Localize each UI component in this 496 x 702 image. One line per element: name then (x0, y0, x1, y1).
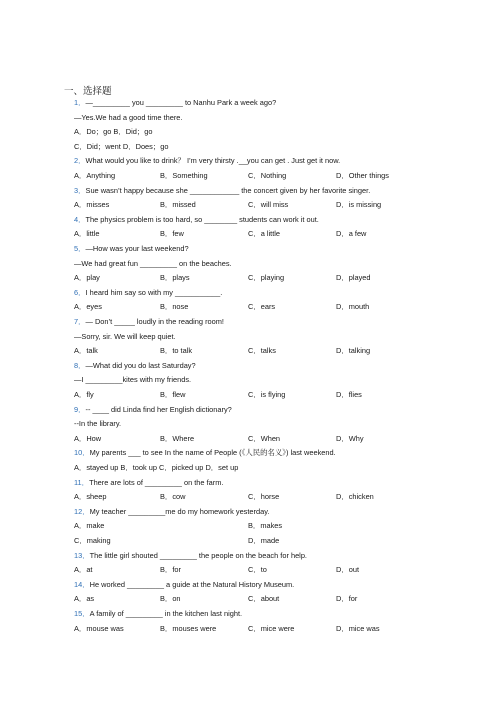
answer-option: B．on (160, 594, 181, 604)
answer-option: C．mice were (248, 623, 295, 633)
question-stem (74, 98, 276, 108)
question-stem (74, 288, 222, 298)
answer-option: B．mouses were (160, 623, 217, 633)
question-text: -- ____ did Linda find her English dictionary? (85, 404, 232, 414)
question-stem (74, 507, 269, 517)
question-stem (74, 317, 224, 327)
answer-option: D．made (248, 536, 280, 545)
section-title: 一、选择题 (64, 86, 112, 97)
answer-option: A．misses (74, 200, 110, 210)
question-number: 14． (74, 579, 90, 589)
answer-option: D．Other things (336, 171, 389, 180)
question-stem (74, 609, 242, 619)
answer-option: A．How (74, 433, 102, 443)
answer-option: B．cow (160, 492, 186, 502)
answer-option: A．sheep (74, 492, 107, 502)
dialogue-line: --In the library. (74, 419, 122, 429)
answer-option: A．play (74, 273, 100, 283)
answer-option: B．flew (160, 390, 186, 399)
answer-option: C．playing (248, 273, 285, 283)
question-text: My parents ___ to see In the name of People (《人民的名义》) last weekend. (89, 448, 336, 458)
answer-option: A．little (74, 229, 100, 239)
question-number: 11． (74, 477, 90, 487)
answer-option: D．is missing (336, 200, 382, 210)
answer-option: C．a little (248, 229, 281, 239)
question-stem (74, 215, 319, 225)
answer-option: D．mouth (336, 302, 370, 312)
dialogue-line: —I _________kites with my friends. (74, 375, 192, 385)
question-text: The little girl shouted _________ the people on the beach for help. (89, 550, 307, 560)
answer-option: B．Where (160, 433, 195, 443)
answer-option: A．at (74, 565, 93, 575)
answer-option: B．nose (160, 302, 189, 312)
question-number: 1． (74, 98, 86, 107)
answer-option: A．as (74, 594, 95, 604)
dialogue-line: —Sorry, sir. We will keep quiet. (74, 331, 176, 341)
question-number: 2． (74, 156, 86, 166)
question-stem (74, 244, 189, 254)
question-stem (74, 361, 196, 371)
answer-option: D．mice was (336, 623, 380, 633)
answer-option: B．few (160, 229, 184, 239)
question-stem (74, 448, 336, 458)
answer-option: C．making (74, 536, 111, 545)
question-number: 3． (74, 185, 86, 195)
question-number: 4． (74, 214, 86, 224)
answer-option: C．talks (248, 346, 276, 356)
question-text: There are lots of _________ on the farm. (89, 477, 224, 487)
answer-option: C．When (248, 433, 281, 443)
question-text: The physics problem is too hard, so ________ students can work it out. (85, 214, 319, 224)
question-text: —How was your last weekend? (85, 244, 189, 253)
question-number: 9． (74, 404, 86, 414)
question-stem (74, 186, 370, 196)
question-stem (74, 156, 340, 166)
answer-option: C．about (248, 594, 280, 604)
question-number: 10． (74, 448, 90, 458)
answer-option: A．talk (74, 346, 98, 356)
answer-option: B．missed (160, 200, 196, 210)
answer-option: B．makes (248, 521, 283, 531)
answer-option: D．a few (336, 229, 367, 239)
answer-option: A．fly (74, 390, 94, 399)
answer-option: A．eyes (74, 302, 102, 312)
answer-option: A．mouse was (74, 623, 124, 633)
question-text: My teacher _________me do my homework yesterday. (89, 506, 270, 516)
question-text: Sue wasn’t happy because she ____________ the concert given by her favorite singer. (85, 185, 371, 195)
answer-option: D．Why (336, 433, 364, 443)
answer-option: C．horse (248, 492, 280, 502)
answer-option: C．to (248, 565, 267, 575)
dialogue-line: —We had great fun _________ on the beaches. (74, 258, 232, 268)
question-number: 15． (74, 609, 90, 618)
dialogue-line: —Yes.We had a good time there. (74, 112, 183, 122)
answer-option: D．played (336, 273, 371, 283)
question-number: 13． (74, 550, 90, 560)
answer-option: D．for (336, 594, 358, 604)
question-stem (74, 405, 232, 415)
question-text: —_________ you _________ to Nanhu Park a week ago? (85, 98, 277, 107)
answer-option: A．make (74, 521, 105, 531)
answer-option: B．plays (160, 273, 190, 283)
question-number: 5． (74, 244, 86, 253)
answer-option: C．ears (248, 302, 276, 312)
question-text: — Don’t _____ loudly in the reading room! (85, 317, 224, 326)
answer-option: A．Anything (74, 171, 116, 180)
answer-option: B．Something (160, 171, 208, 180)
question-text: What would you like to drink？ I’m very thirsty .__you can get . Just get it now. (85, 156, 341, 166)
answer-options-line: A．Do；go B．Did；go (74, 127, 153, 137)
question-number: 6． (74, 287, 86, 297)
answer-option: D．chicken (336, 492, 374, 502)
answer-option: C．is flying (248, 390, 286, 399)
question-number: 7． (74, 317, 86, 326)
answer-option: D．out (336, 565, 360, 575)
question-text: I heard him say so with my ___________. (85, 287, 223, 297)
question-number: 12． (74, 506, 90, 516)
answer-option: D．talking (336, 346, 371, 356)
answer-option: B．to talk (160, 346, 193, 356)
answer-options-line: A．stayed up B．took up C．picked up D．set up (74, 463, 239, 472)
answer-option: C．will miss (248, 200, 289, 210)
answer-option: C．Nothing (248, 171, 287, 180)
question-stem (74, 551, 307, 561)
answer-option: D．flies (336, 390, 362, 399)
answer-options-line: C．Did；went D．Does；go (74, 141, 169, 151)
question-text: —What did you do last Saturday? (85, 360, 196, 370)
question-text: He worked _________ a guide at the Natural History Museum. (89, 579, 295, 589)
answer-option: B．for (160, 565, 181, 575)
question-text: A family of _________ in the kitchen last night. (89, 609, 243, 618)
question-number: 8． (74, 360, 86, 370)
question-stem (74, 580, 294, 590)
question-stem (74, 478, 223, 488)
